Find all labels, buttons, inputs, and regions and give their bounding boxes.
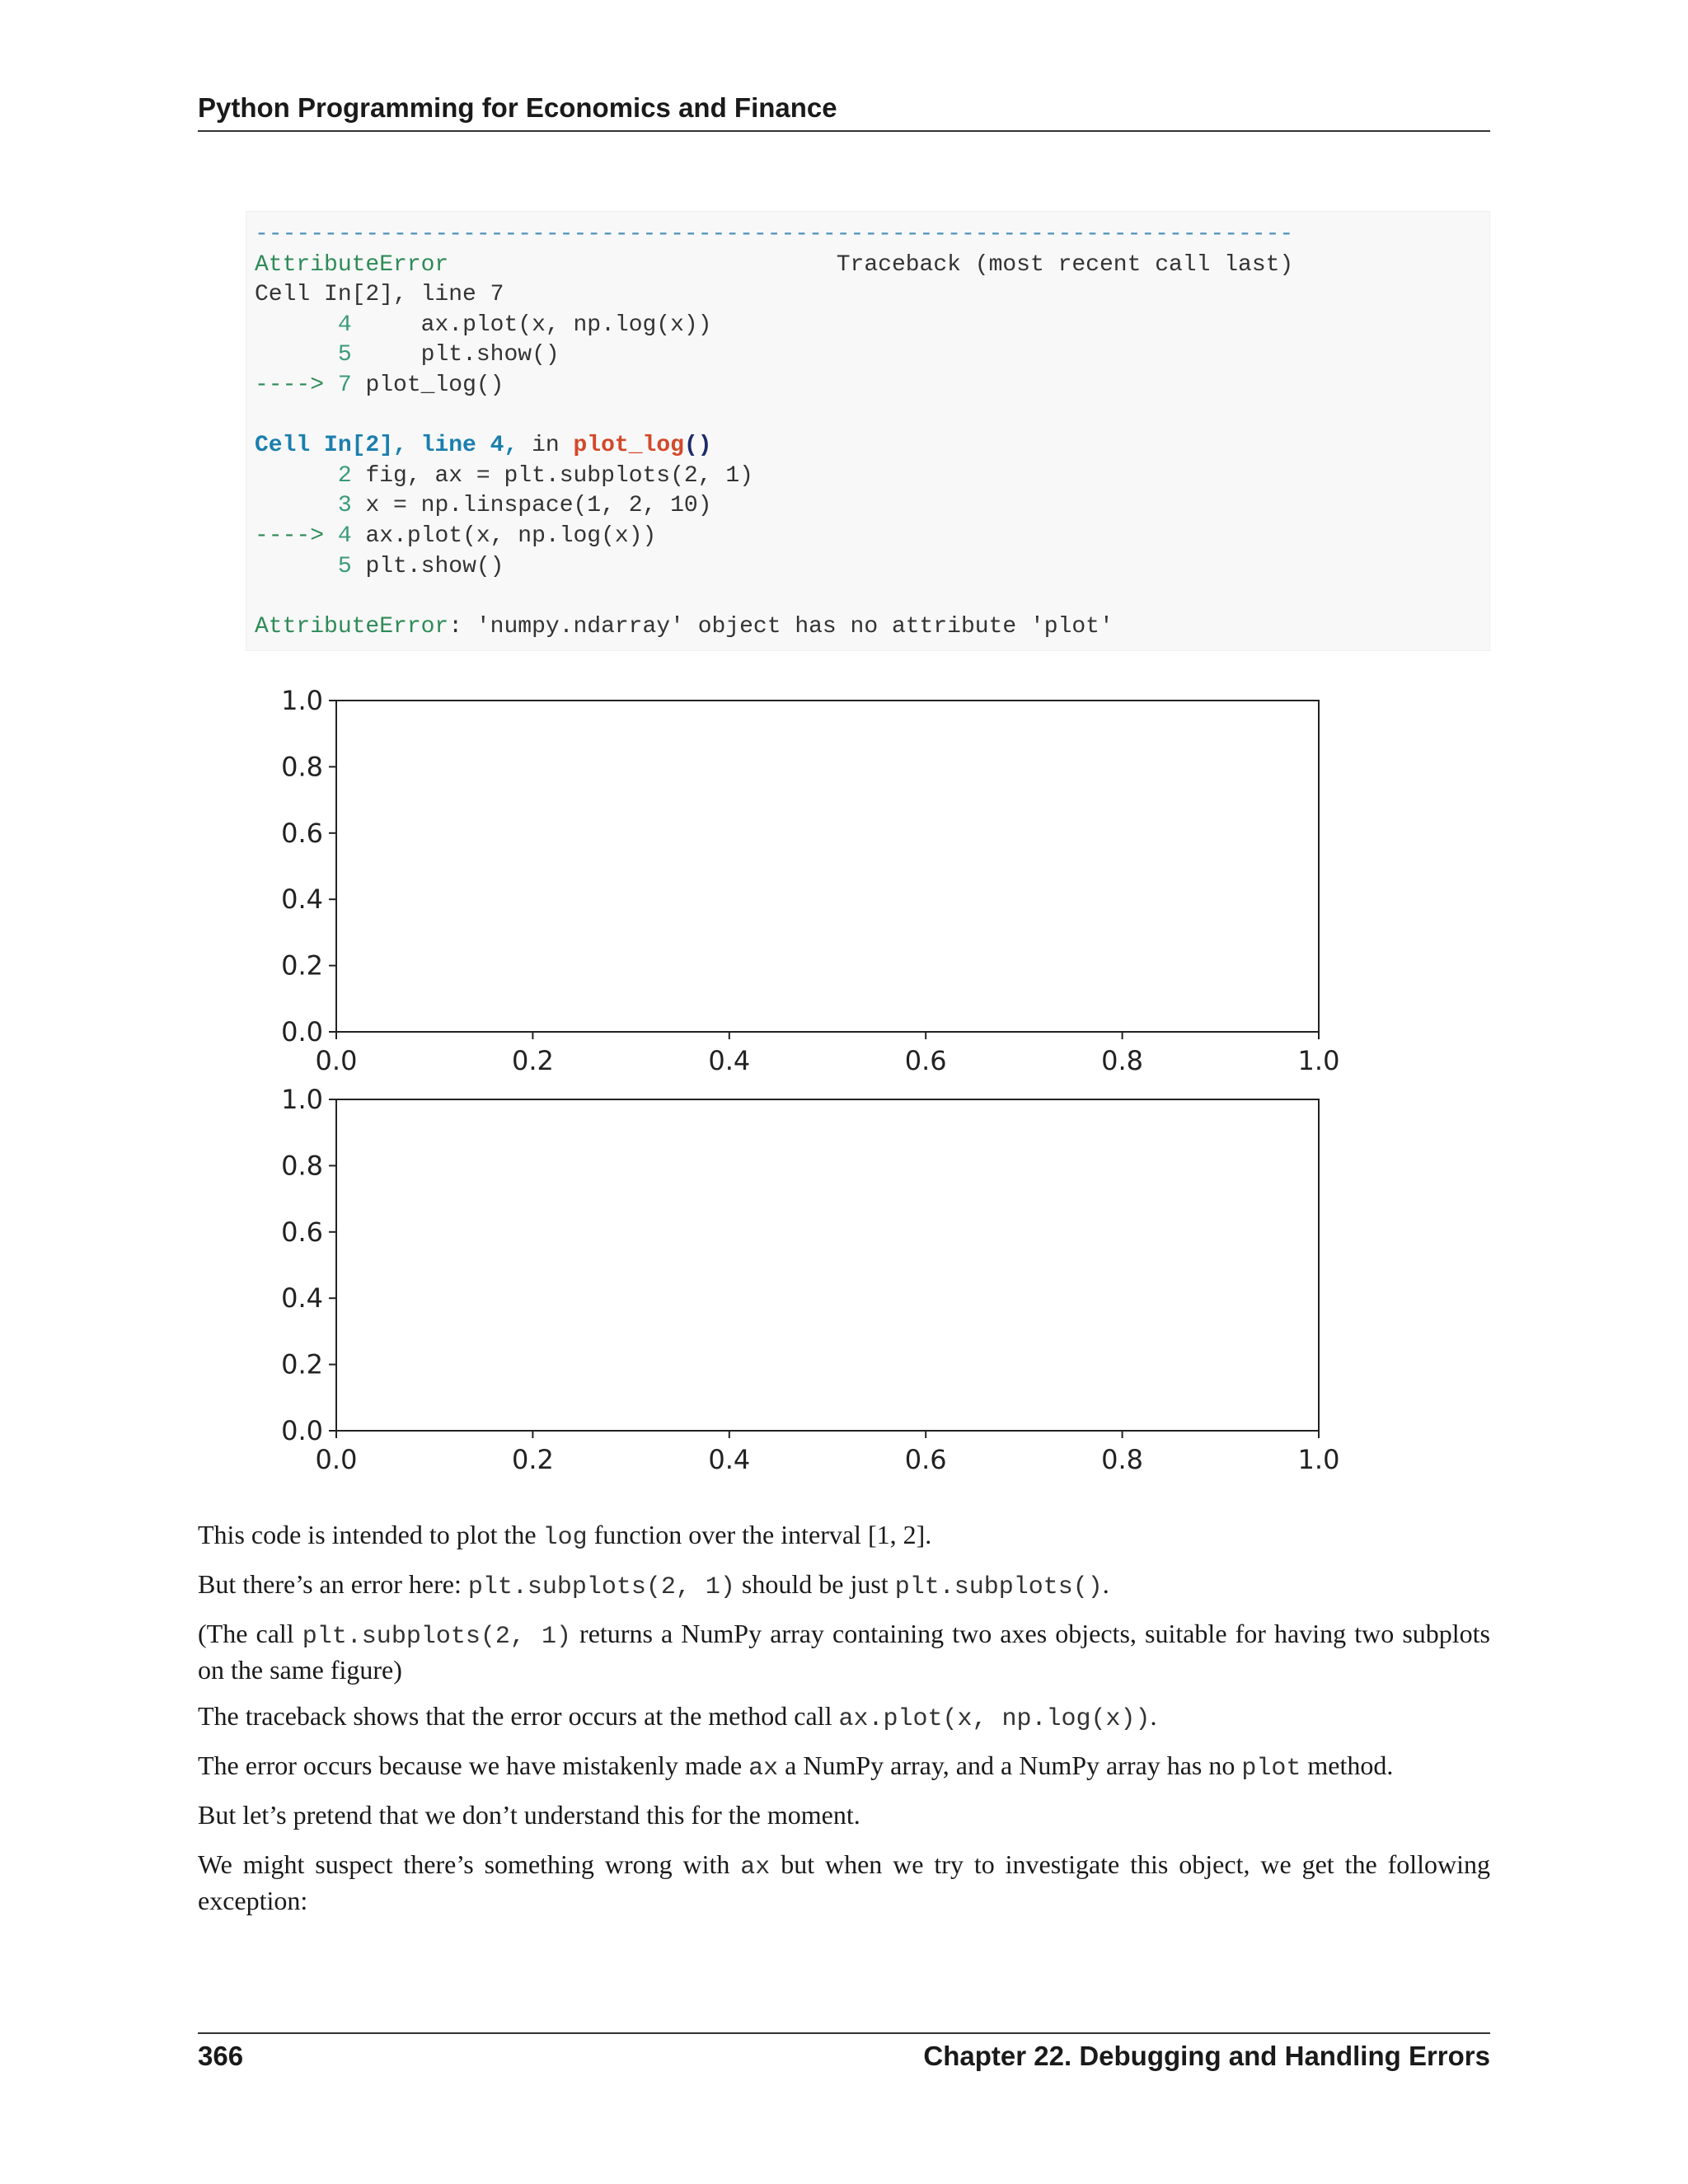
y-tick-label: 0.6 [281, 817, 323, 849]
traceback-output [255, 220, 1293, 642]
x-tick-label: 0.4 [708, 1045, 751, 1076]
y-tick-label: 0.4 [281, 1282, 323, 1315]
x-tick-label: 0.2 [511, 1444, 554, 1475]
traceback-dashes: --------------------------------------------------------------------------- [255, 222, 1294, 247]
y-tick-label: 0.0 [281, 1415, 323, 1446]
y-tick-label: 0.8 [281, 751, 323, 783]
paragraph-2: But there’s an error here: plt.subplots(2, 1) should be just plt.subplots(). [198, 1569, 1109, 1601]
x-tick-label: 1.0 [1297, 1444, 1340, 1475]
y-tick-label: 0.4 [281, 883, 323, 916]
x-tick-label: 0.4 [708, 1444, 751, 1475]
y-tick-label: 0.6 [281, 1216, 323, 1248]
chapter-title: Chapter 22. Debugging and Handling Errors [923, 2041, 1490, 2071]
inline-code: ax [740, 1854, 771, 1882]
x-tick-label: 0.8 [1101, 1444, 1144, 1475]
error-name: AttributeError [255, 251, 449, 278]
x-tick-label: 1.0 [1297, 1045, 1340, 1076]
final-error-message: : 'numpy.ndarray' object has no attribute 'plot' [448, 613, 1114, 640]
code-line: plt.show() [365, 553, 504, 579]
code-line: ax.plot(x, np.log(x)) [365, 312, 712, 338]
book-title: Python Programming for Economics and Finance [198, 92, 837, 123]
header-divider [198, 130, 1490, 132]
line-number: 4 [337, 523, 352, 549]
page-number: 366 [198, 2041, 244, 2071]
x-tick-label: 0.0 [315, 1045, 358, 1076]
footer-divider [198, 2032, 1490, 2034]
line-number: 3 [337, 493, 352, 519]
x-tick-label: 0.0 [315, 1444, 358, 1475]
axes-frame-1 [336, 701, 1319, 1032]
function-parens: () [683, 433, 712, 459]
x-tick-label: 0.2 [511, 1045, 554, 1076]
y-tick-label: 1.0 [281, 1084, 323, 1115]
inline-code: plt.subplots() [894, 1573, 1103, 1601]
y-tick-label: 1.0 [281, 685, 323, 716]
code-line: x = np.linspace(1, 2, 10) [365, 493, 712, 519]
inline-code: log [542, 1524, 588, 1552]
code-line: ax.plot(x, np.log(x)) [365, 523, 657, 549]
cell-ref-2: Cell In[2], line 4, [255, 433, 518, 459]
cell-ref-1: Cell In[2], line 7 [255, 282, 504, 308]
axes-frame-2 [336, 1099, 1319, 1431]
page-header [198, 92, 1490, 124]
line-number: 5 [337, 342, 352, 368]
y-tick-label: 0.0 [281, 1016, 323, 1047]
inline-code: plt.subplots(2, 1) [467, 1573, 735, 1601]
line-number: 2 [337, 462, 352, 489]
line-number: 7 [337, 372, 352, 398]
paragraph-4: The traceback shows that the error occurs at the method call ax.plot(x, np.log(x)). [198, 1701, 1157, 1733]
x-tick-label: 0.8 [1101, 1045, 1144, 1076]
inline-code: ax.plot(x, np.log(x)) [838, 1705, 1151, 1733]
traceback-label: Traceback (most recent call last) [836, 251, 1294, 278]
y-tick-label: 0.2 [281, 949, 323, 982]
function-name: plot_log [573, 433, 684, 459]
subplots-svg [246, 676, 1383, 1492]
paragraph-7: We might suspect there’s something wrong with ax but when we try to investigate this object, we get the following exception: [198, 1849, 1491, 1915]
inline-code: plot [1241, 1755, 1301, 1783]
x-tick-label: 0.6 [904, 1444, 947, 1475]
code-line: fig, ax = plt.subplots(2, 1) [365, 462, 753, 489]
inline-code: ax [748, 1755, 779, 1783]
code-line: plot_log() [365, 372, 504, 398]
final-error-name: AttributeError [255, 613, 449, 640]
in-word: in [532, 433, 560, 459]
y-tick-label: 0.8 [281, 1150, 323, 1182]
line-number: 5 [337, 553, 352, 579]
empty-subplots-figure [246, 676, 1383, 1496]
arrow-marker: ----> [255, 523, 325, 549]
paragraph-3: (The call plt.subplots(2, 1) returns a NumPy array containing two axes objects, suitable for having two subplots on the same figure) [198, 1619, 1491, 1685]
line-number: 4 [337, 312, 352, 338]
traceback-code-block [246, 211, 1490, 651]
arrow-marker: ----> [255, 372, 325, 398]
x-tick-label: 0.6 [904, 1045, 947, 1076]
paragraph-1: This code is intended to plot the log function over the interval [1, 2]. [198, 1520, 932, 1552]
inline-code: plt.subplots(2, 1) [302, 1623, 571, 1651]
paragraph-5: The error occurs because we have mistakenly made ax a NumPy array, and a NumPy array has no plot method. [198, 1750, 1394, 1783]
paragraph-6: But let’s pretend that we don’t understand this for the moment. [198, 1800, 860, 1830]
code-line: plt.show() [365, 342, 560, 368]
y-tick-label: 0.2 [281, 1348, 323, 1380]
